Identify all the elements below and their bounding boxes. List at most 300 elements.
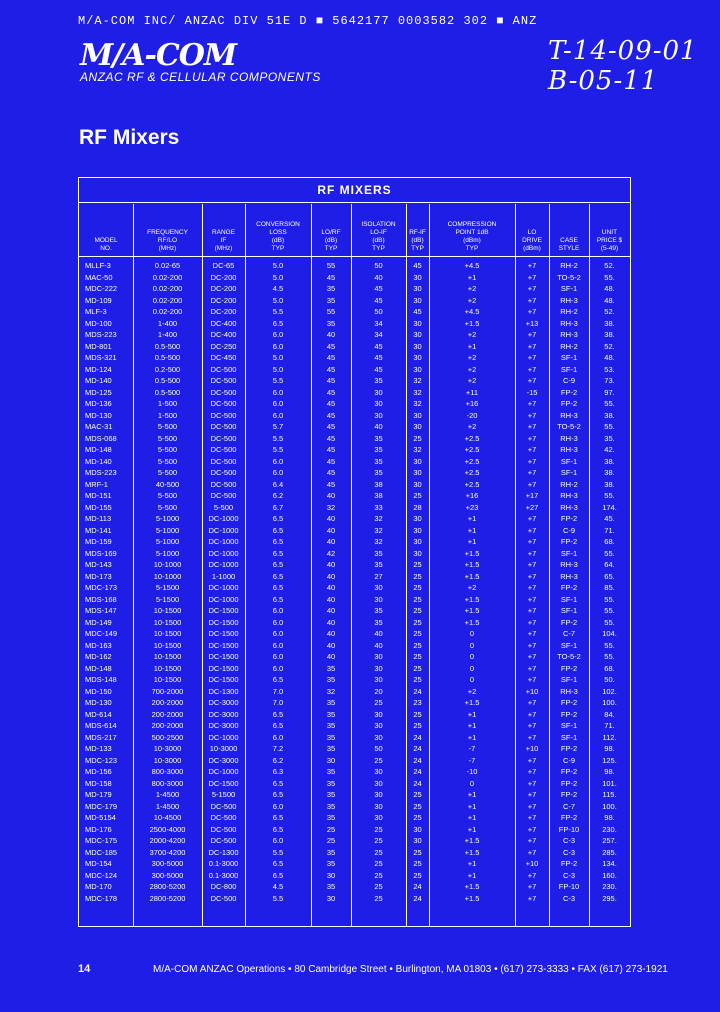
- cell-range: DC-500: [210, 387, 237, 397]
- cell-conv: 7.0: [272, 698, 284, 707]
- cell-loif: 50: [374, 307, 383, 316]
- cell-lo: +7: [527, 468, 537, 477]
- cell-range: DC-500: [210, 491, 237, 500]
- cell-loif: 27: [374, 571, 383, 581]
- cell-loif: 35: [374, 456, 383, 466]
- column-header-line: DRIVE: [522, 237, 542, 244]
- cell-freq: 5-500: [157, 422, 178, 431]
- cell-lorf: 30: [326, 870, 336, 880]
- cell-case: FP-2: [560, 387, 578, 397]
- cell-lorf: 35: [326, 790, 336, 799]
- cell-rfif: 30: [413, 272, 422, 282]
- cell-range: 0.1-3000: [208, 870, 239, 880]
- cell-range: DC-1500: [208, 629, 239, 638]
- cell-price: 101.: [602, 778, 617, 788]
- cell-range: DC-1000: [208, 525, 239, 535]
- cell-lo: +7: [527, 594, 537, 604]
- table-row: [79, 720, 630, 731]
- cell-conv: 6.0: [272, 801, 284, 811]
- table-row: [79, 674, 630, 685]
- column-header-line: IF: [220, 237, 227, 244]
- cell-price: 84.: [604, 709, 615, 719]
- column-header-line: LO: [527, 229, 537, 236]
- cell-price: 48.: [604, 284, 615, 293]
- cell-price: 112.: [602, 732, 617, 742]
- cell-loif: 30: [374, 594, 383, 604]
- cell-loif: 25: [374, 893, 383, 903]
- cell-rfif: 30: [413, 353, 422, 362]
- cell-conv: 6.0: [272, 606, 284, 615]
- cell-model: MDS-148: [85, 675, 117, 684]
- cell-comp: 0: [469, 640, 475, 650]
- cell-lo: +7: [527, 663, 537, 673]
- cell-loif: 30: [374, 790, 383, 799]
- cell-case: SF-1: [560, 364, 578, 374]
- column-header-line: (dB): [324, 237, 338, 244]
- cell-loif: 25: [374, 698, 383, 707]
- table-row: [79, 605, 630, 616]
- cell-rfif: 25: [413, 583, 422, 592]
- column-header-line: MODEL: [94, 237, 118, 244]
- cell-model: MD-614: [85, 709, 112, 719]
- cell-rfif: 30: [413, 422, 422, 431]
- cell-rfif: 30: [413, 548, 422, 558]
- table-row: [79, 433, 630, 444]
- column-header-range: [202, 204, 245, 256]
- cell-price: 98.: [604, 744, 615, 753]
- cell-rfif: 30: [413, 479, 422, 489]
- cell-range: DC-1000: [208, 767, 239, 776]
- cell-case: C-3: [562, 847, 576, 857]
- cell-price: 55.: [604, 617, 615, 627]
- cell-comp: +1.5: [464, 698, 480, 707]
- table-row: [79, 686, 630, 697]
- cell-case: SF-1: [560, 640, 578, 650]
- cell-conv: 6.0: [272, 652, 284, 661]
- cell-conv: 5.5: [272, 847, 284, 857]
- cell-range: DC-800: [210, 882, 237, 891]
- cell-model: MAC-50: [85, 272, 113, 282]
- cell-model: MD-100: [85, 318, 112, 328]
- cell-rfif: 32: [413, 387, 422, 397]
- cell-conv: 6.0: [272, 330, 284, 339]
- cell-lorf: 35: [326, 882, 336, 891]
- cell-price: 71.: [604, 525, 615, 535]
- cell-lorf: 45: [326, 479, 336, 489]
- cell-case: RH-2: [560, 341, 578, 351]
- cell-range: DC-1500: [208, 663, 239, 673]
- table-row: [79, 295, 630, 306]
- cell-freq: 5-1000: [155, 537, 180, 546]
- cell-price: 52.: [604, 261, 615, 270]
- cell-conv: 5.0: [272, 261, 284, 270]
- cell-freq: 0.5-500: [154, 376, 181, 385]
- cell-freq: 2800-5200: [149, 893, 186, 903]
- cell-loif: 30: [374, 675, 383, 684]
- cell-range: DC-400: [210, 330, 237, 339]
- cell-price: 285.: [602, 847, 617, 857]
- document-header-code: M/A-COM INC/ ANZAC DIV 51E D ■ 5642177 0003582 302 ■ ANZ: [78, 14, 538, 28]
- cell-lorf: 35: [326, 732, 336, 742]
- cell-rfif: 24: [413, 882, 422, 891]
- cell-freq: 10-1500: [153, 663, 182, 673]
- cell-loif: 30: [374, 778, 383, 788]
- column-header-comp: [429, 204, 515, 256]
- cell-comp: +1.5: [464, 594, 480, 604]
- cell-model: MD-141: [85, 525, 112, 535]
- cell-comp: +1.5: [464, 571, 480, 581]
- table-row: [79, 306, 630, 317]
- cell-comp: +2.5: [464, 456, 480, 466]
- cell-lo: +7: [527, 537, 537, 546]
- cell-price: 102.: [602, 686, 617, 696]
- column-header-line: (dB): [411, 237, 424, 244]
- cell-lo: +7: [527, 479, 537, 489]
- cell-case: SF-1: [560, 548, 578, 558]
- handwritten-annotation: T-14-09-01 B-05-11: [548, 36, 698, 96]
- cell-loif: 30: [374, 410, 383, 420]
- cell-price: 257.: [602, 836, 617, 845]
- cell-price: 38.: [604, 318, 615, 328]
- cell-model: MD-176: [85, 824, 112, 834]
- cell-freq: 40-500: [155, 479, 180, 489]
- table-row: [79, 755, 630, 766]
- cell-case: C-9: [562, 525, 576, 535]
- cell-lorf: 35: [326, 813, 336, 822]
- cell-lo: +7: [527, 675, 537, 684]
- cell-lo: +7: [527, 548, 537, 558]
- cell-rfif: 25: [413, 859, 422, 868]
- cell-freq: 800-3000: [151, 767, 184, 776]
- cell-conv: 5.5: [272, 893, 284, 903]
- cell-conv: 6.0: [272, 456, 284, 466]
- cell-loif: 50: [374, 744, 383, 753]
- cell-freq: 700-2000: [151, 686, 184, 696]
- cell-conv: 6.0: [272, 399, 284, 408]
- table-row: [79, 329, 630, 340]
- column-header-line: CONVERSION: [256, 221, 300, 228]
- cell-model: MLLF-3: [85, 261, 111, 270]
- cell-range: DC-200: [210, 295, 237, 305]
- cell-lorf: 40: [326, 606, 336, 615]
- cell-model: MDC-179: [85, 801, 118, 811]
- cell-loif: 35: [374, 445, 383, 454]
- cell-lorf: 45: [326, 353, 336, 362]
- cell-comp: +2: [467, 583, 477, 592]
- cell-range: DC-3000: [208, 709, 239, 719]
- cell-lorf: 35: [326, 721, 336, 730]
- cell-conv: 5.5: [272, 307, 284, 316]
- cell-lorf: 40: [326, 640, 336, 650]
- cell-price: 65.: [604, 571, 615, 581]
- table-row: [79, 410, 630, 421]
- cell-model: MD-173: [85, 571, 112, 581]
- cell-freq: 10-1000: [153, 571, 182, 581]
- cell-conv: 6.0: [272, 732, 284, 742]
- cell-lorf: 32: [326, 686, 336, 696]
- cell-price: 295.: [602, 893, 617, 903]
- column-header-line: (dB): [372, 237, 385, 244]
- cell-lorf: 40: [326, 652, 336, 661]
- table-row: [79, 272, 630, 283]
- cell-comp: -20: [466, 410, 478, 420]
- cell-lo: +7: [527, 755, 537, 765]
- cell-case: FP-2: [560, 399, 578, 408]
- cell-freq: 10-3000: [153, 744, 182, 753]
- column-header-line: POINT 1dB: [455, 229, 489, 236]
- cell-freq: 1-4500: [155, 801, 180, 811]
- cell-range: DC-500: [210, 468, 237, 477]
- cell-rfif: 30: [413, 284, 422, 293]
- cell-price: 174.: [602, 502, 617, 512]
- cell-freq: 10-1500: [153, 617, 182, 627]
- cell-lo: +7: [527, 456, 537, 466]
- cell-range: DC-1000: [208, 548, 239, 558]
- cell-price: 97.: [604, 387, 615, 397]
- cell-range: DC-1300: [208, 847, 239, 857]
- cell-range: 0.1-3000: [208, 859, 239, 868]
- cell-conv: 6.5: [272, 859, 284, 868]
- cell-rfif: 30: [413, 410, 422, 420]
- cell-rfif: 24: [413, 755, 422, 765]
- cell-case: FP-2: [560, 514, 578, 523]
- cell-conv: 5.0: [272, 364, 284, 374]
- cell-case: FP-2: [560, 663, 578, 673]
- cell-lorf: 45: [326, 468, 336, 477]
- cell-rfif: 30: [413, 468, 422, 477]
- cell-range: DC-450: [210, 353, 237, 362]
- cell-lorf: 35: [326, 663, 336, 673]
- cell-rfif: 30: [413, 330, 422, 339]
- cell-comp: +2.5: [464, 479, 480, 489]
- cell-case: FP-2: [560, 813, 578, 822]
- table-row: [79, 582, 630, 593]
- cell-case: C-7: [562, 629, 576, 638]
- cell-model: MDS-068: [85, 433, 117, 443]
- cell-conv: 6.5: [272, 514, 284, 523]
- cell-freq: 10-4500: [153, 813, 182, 822]
- cell-freq: 5-500: [157, 445, 178, 454]
- cell-case: RH-2: [560, 261, 578, 270]
- table-row: [79, 571, 630, 582]
- cell-range: DC-3000: [208, 755, 239, 765]
- cell-lo: +7: [527, 698, 537, 707]
- cell-lo: +7: [527, 445, 537, 454]
- cell-case: SF-1: [560, 456, 578, 466]
- cell-freq: 5-500: [157, 456, 178, 466]
- cell-lorf: 35: [326, 698, 336, 707]
- cell-case: TO-5-2: [557, 422, 581, 431]
- cell-case: SF-1: [560, 594, 578, 604]
- cell-case: RH-3: [560, 571, 578, 581]
- cell-conv: 7.0: [272, 686, 284, 696]
- cell-freq: 0.5-500: [154, 387, 181, 397]
- cell-lorf: 45: [326, 272, 336, 282]
- cell-case: TO-5-2: [557, 272, 581, 282]
- cell-lorf: 45: [326, 387, 336, 397]
- cell-freq: 0.02-200: [152, 284, 183, 293]
- cell-freq: 0.02-200: [152, 295, 183, 305]
- cell-comp: +1: [467, 721, 477, 730]
- cell-rfif: 30: [413, 514, 422, 523]
- column-header-line: FREQUENCY: [147, 229, 188, 236]
- cell-freq: 300-5000: [151, 859, 184, 868]
- cell-lo: +7: [527, 882, 537, 891]
- cell-freq: 2500-4000: [149, 824, 186, 834]
- cell-case: RH-3: [560, 295, 578, 305]
- cell-comp: +1: [467, 341, 477, 351]
- cell-lorf: 45: [326, 422, 336, 431]
- cell-conv: 6.5: [272, 813, 284, 822]
- cell-loif: 30: [374, 813, 383, 822]
- column-header-line: TYP: [271, 245, 285, 252]
- cell-rfif: 24: [413, 744, 422, 753]
- cell-lorf: 35: [326, 859, 336, 868]
- cell-range: DC-500: [210, 893, 237, 903]
- cell-case: SF-1: [560, 353, 578, 362]
- cell-model: MDS-168: [85, 594, 117, 604]
- cell-range: DC-500: [210, 456, 237, 466]
- cell-lorf: 55: [326, 307, 336, 316]
- cell-lo: +7: [527, 629, 537, 638]
- cell-model: MDC-222: [85, 284, 118, 293]
- cell-lo: +7: [527, 571, 537, 581]
- cell-freq: 10-3000: [153, 755, 182, 765]
- cell-price: 64.: [604, 560, 615, 569]
- column-header-line: TYP: [372, 245, 385, 252]
- table-row: [79, 824, 630, 835]
- cell-model: MDS-147: [85, 606, 117, 615]
- table-row: [79, 479, 630, 490]
- cell-conv: 6.0: [272, 640, 284, 650]
- cell-conv: 6.5: [272, 525, 284, 535]
- cell-price: 55.: [604, 548, 615, 558]
- cell-lorf: 35: [326, 318, 336, 328]
- column-header-line: (dBm): [523, 245, 541, 252]
- cell-price: 160.: [602, 870, 617, 880]
- cell-price: 98.: [604, 813, 615, 822]
- cell-lo: +7: [527, 514, 537, 523]
- cell-model: MD-163: [85, 640, 112, 650]
- cell-conv: 5.0: [272, 353, 284, 362]
- cell-price: 48.: [604, 353, 615, 362]
- cell-loif: 25: [374, 847, 383, 857]
- cell-freq: 5-500: [157, 502, 178, 512]
- table-row: [79, 352, 630, 363]
- cell-loif: 35: [374, 606, 383, 615]
- cell-comp: +2: [467, 364, 477, 374]
- cell-lorf: 40: [326, 525, 336, 535]
- cell-freq: 5-1000: [155, 548, 180, 558]
- cell-freq: 2000-4200: [149, 836, 186, 845]
- cell-conv: 6.5: [272, 318, 284, 328]
- cell-loif: 45: [374, 353, 383, 362]
- cell-conv: 5.5: [272, 433, 284, 443]
- cell-freq: 1-500: [157, 410, 178, 420]
- cell-conv: 6.2: [272, 491, 284, 500]
- cell-rfif: 24: [413, 893, 422, 903]
- cell-conv: 6.0: [272, 836, 284, 845]
- table-row: [79, 548, 630, 559]
- cell-lo: +10: [525, 744, 539, 753]
- cell-rfif: 30: [413, 318, 422, 328]
- cell-range: DC-65: [212, 261, 235, 270]
- cell-model: MDC-124: [85, 870, 118, 880]
- cell-rfif: 25: [413, 560, 422, 569]
- cell-freq: 10-1500: [153, 629, 182, 638]
- cell-lorf: 45: [326, 376, 336, 385]
- column-header-line: LO-IF: [370, 229, 387, 236]
- cell-conv: 6.5: [272, 583, 284, 592]
- rf-mixers-table: [78, 177, 631, 927]
- cell-loif: 20: [374, 686, 383, 696]
- table-row: [79, 743, 630, 754]
- cell-conv: 4.5: [272, 284, 284, 293]
- cell-model: MDS-223: [85, 330, 117, 339]
- cell-conv: 6.0: [272, 410, 284, 420]
- column-header-line: RF/LO: [157, 237, 178, 244]
- cell-model: MRF-1: [85, 479, 108, 489]
- cell-loif: 32: [374, 537, 383, 546]
- cell-price: 50.: [604, 675, 615, 684]
- cell-conv: 6.5: [272, 870, 284, 880]
- cell-comp: +23: [465, 502, 479, 512]
- cell-range: DC-1500: [208, 652, 239, 661]
- cell-lorf: 45: [326, 364, 336, 374]
- cell-loif: 32: [374, 525, 383, 535]
- cell-comp: +2: [467, 295, 477, 305]
- cell-freq: 1-4500: [155, 790, 180, 799]
- cell-conv: 5.0: [272, 295, 284, 305]
- cell-rfif: 25: [413, 813, 422, 822]
- cell-conv: 6.5: [272, 537, 284, 546]
- cell-loif: 30: [374, 732, 383, 742]
- column-header-line: CASE: [560, 237, 578, 244]
- cell-loif: 30: [374, 387, 383, 397]
- cell-lo: +7: [527, 767, 537, 776]
- footer-address: M/A-COM ANZAC Operations • 80 Cambridge Street • Burlington, MA 01803 • (617) 273-3333 • FAX (617) 273-1921: [153, 964, 668, 975]
- cell-comp: +1: [467, 824, 477, 834]
- cell-loif: 50: [374, 261, 383, 270]
- cell-rfif: 30: [413, 364, 422, 374]
- table-row: [79, 513, 630, 524]
- cell-price: 45.: [604, 514, 615, 523]
- cell-comp: +1: [467, 514, 477, 523]
- cell-case: RH-3: [560, 686, 578, 696]
- cell-price: 55.: [604, 399, 615, 408]
- cell-lorf: 30: [326, 755, 336, 765]
- cell-lorf: 40: [326, 629, 336, 638]
- cell-price: 55.: [604, 606, 615, 615]
- cell-rfif: 30: [413, 537, 422, 546]
- cell-loif: 35: [374, 376, 383, 385]
- column-header-line: (dB): [271, 237, 285, 244]
- table-row: [79, 490, 630, 501]
- cell-model: MD-801: [85, 341, 112, 351]
- cell-case: C-3: [562, 893, 576, 903]
- table-row: [79, 812, 630, 823]
- cell-case: C-3: [562, 870, 576, 880]
- cell-case: FP-2: [560, 617, 578, 627]
- cell-conv: 6.0: [272, 663, 284, 673]
- cell-rfif: 25: [413, 617, 422, 627]
- cell-lorf: 35: [326, 767, 336, 776]
- cell-model: MDS-321: [85, 353, 117, 362]
- cell-case: SF-1: [560, 675, 578, 684]
- cell-price: 52.: [604, 307, 615, 316]
- cell-case: SF-1: [560, 606, 578, 615]
- cell-comp: +2.5: [464, 468, 480, 477]
